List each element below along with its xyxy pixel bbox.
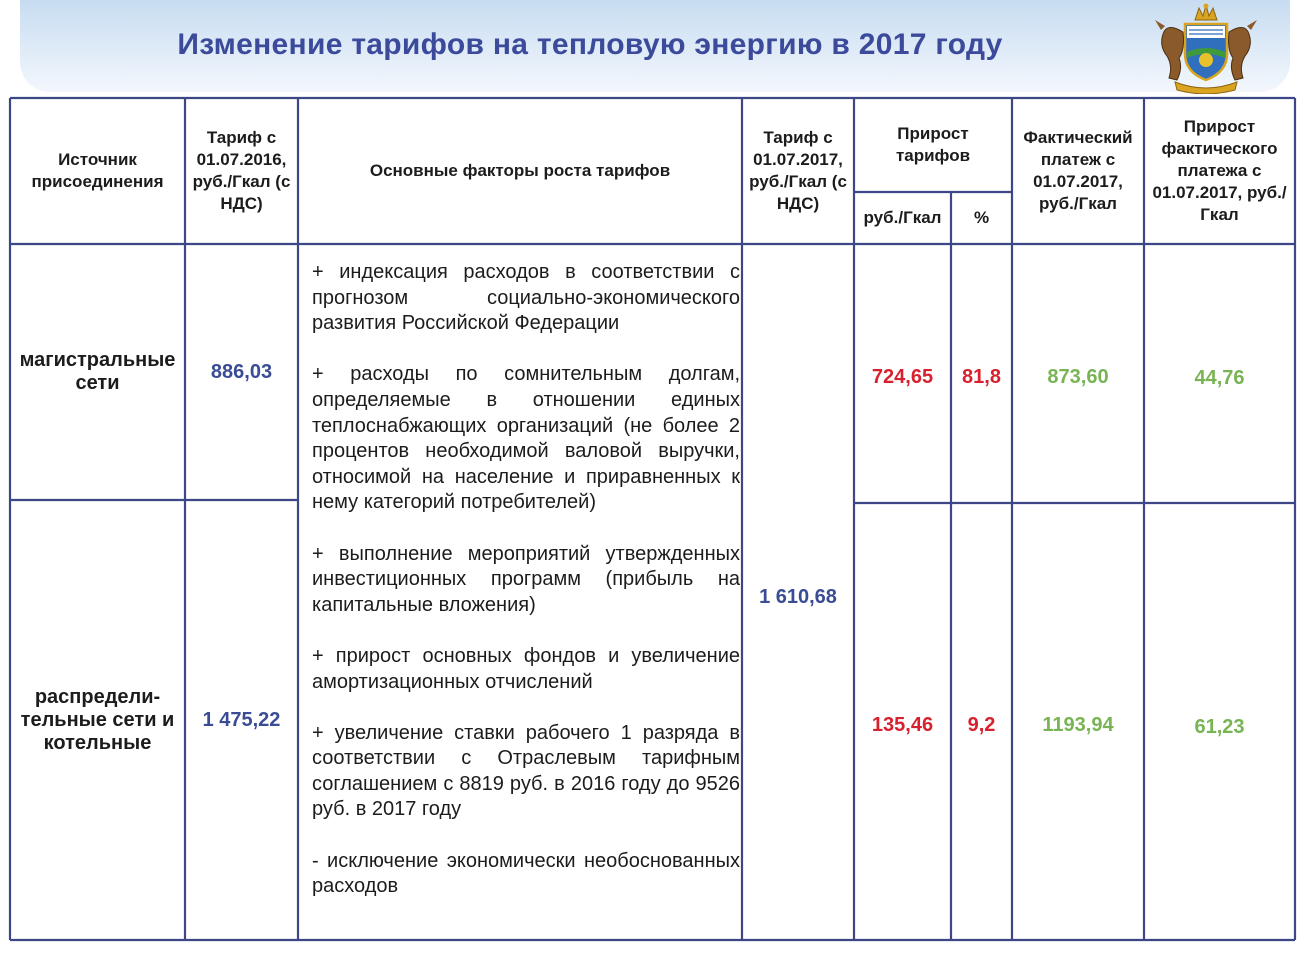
tariff-2017-value: 1 610,68: [759, 585, 837, 608]
factors-list: [312, 260, 740, 900]
header-factors: Основные факторы роста тарифов: [369, 161, 671, 180]
row1-increase-rub: 724,65: [871, 365, 934, 388]
row1-tariff-2016: 886,03: [210, 360, 273, 383]
header-tariff-2017: Тариф с 01.07.2017, руб./Гкал (с НДС): [749, 128, 847, 213]
row1-source: магистральные сети: [19, 349, 176, 394]
tyumen-coat-of-arms-icon: [1145, 2, 1267, 94]
factor-item: + увеличение ставки рабочего 1 разряда в соответствии с Отраслевым тарифным соглашением с 8819 руб. в 2016 году до 9526 руб. в 2017 году: [312, 721, 740, 821]
row1-increase-pct: 81,8: [962, 365, 1001, 388]
header-increase-rub: руб./Гкал: [863, 208, 942, 227]
row2-actual-payment: 1193,94: [1042, 713, 1114, 736]
header-increase-pct: %: [973, 208, 990, 227]
factor-item: + выполнение мероприятий утвержденных инвестиционных программ (прибыль на капитальные вложения): [312, 542, 740, 616]
row2-source: распредели-тельные сети и котельные: [20, 685, 175, 754]
factor-item: + расходы по сомнительным долгам, определяемые в отношении единых теплоснабжающих организаций (не более 2 процентов необходимой валовой выручки, относимой на население и приравненных к нему категорий потребителей): [312, 363, 740, 514]
factor-item: - исключение экономически необоснованных расходов: [312, 849, 740, 898]
row2-payment-increase: 61,23: [1194, 715, 1245, 738]
header-tariff-2016: Тариф с 01.07.2016, руб./Гкал (с НДС): [192, 128, 291, 213]
row1-payment-increase: 44,76: [1194, 366, 1245, 389]
factor-item: + прирост основных фондов и увеличение амортизационных отчислений: [312, 644, 740, 693]
header-source: Источник присоединения: [31, 150, 164, 191]
factor-item: + индексация расходов в соответствии с прогнозом социально-экономического развития Российской Федерации: [312, 261, 740, 335]
row2-tariff-2016: 1 475,22: [202, 708, 281, 731]
row1-actual-payment: 873,60: [1047, 365, 1109, 388]
header-increase: Прирост тарифов: [895, 124, 971, 165]
header-actual-payment: Фактический платеж с 01.07.2017, руб./Гкал: [1023, 128, 1133, 213]
row2-increase-rub: 135,46: [871, 713, 934, 736]
header-payment-increase: Прирост фактического платежа с 01.07.2017, руб./Гкал: [1152, 117, 1287, 224]
page-title: Изменение тарифов на тепловую энергию в 2017 году: [177, 28, 1003, 61]
row2-increase-pct: 9,2: [967, 713, 996, 736]
